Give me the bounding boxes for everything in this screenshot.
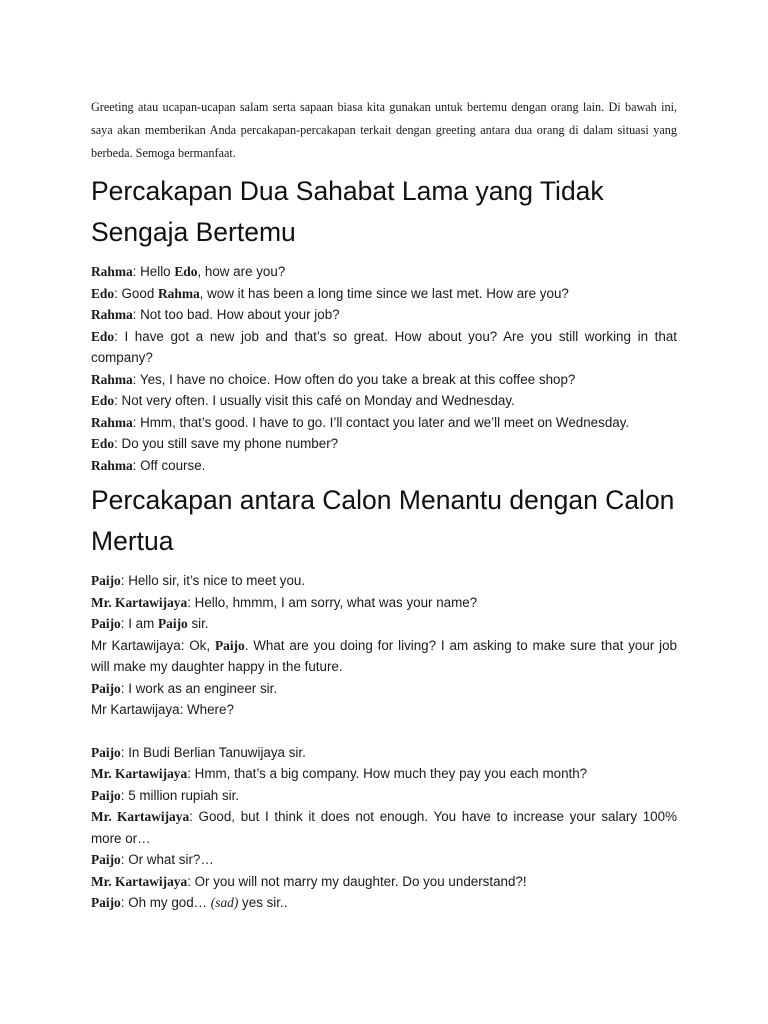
line-text: , how are you? [197,264,286,279]
dialog-line [91,892,677,914]
dialog-line [91,871,677,893]
intro-paragraph: Greeting atau ucapan-ucapan salam serta sapaan biasa kita gunakan untuk bertemu dengan orang lain. Di bawah ini, saya akan memberikan Anda percakapan-percakapan terkait dengan greeting antara dua orang di dalam situasi yang berbeda. Semoga bermanfaat. [91,100,677,160]
line-text: . What are you doing for living? I am asking to make sure that your job will make my daughter happy in the future. [91,637,677,674]
inline-name: Paijo [214,637,245,653]
line-text: : Hmm, that’s good. I have to go. I’ll contact you later and we’ll meet on Wednesday. [132,414,630,430]
dialog-line [91,261,677,283]
dialog-line [91,570,677,592]
line-text: : Hello sir, it’s nice to meet you. [120,573,306,588]
line-text: : I have got a new job and that’s so great. How about you? Are you still working in that company? [91,328,677,365]
dialog-line [91,613,677,635]
line-text: : Oh my god… [120,895,211,910]
document-page [91,96,677,914]
dialog-line [91,433,677,455]
line-text: : Good, but I think it does not enough. You have to increase your salary 100% more or… [91,809,677,846]
dialog [91,570,677,914]
dialog-line [91,390,677,412]
dialog-line [91,699,677,721]
speaker-name: Edo [91,285,115,301]
line-text: : Yes, I have no choice. How often do you take a break at this coffee shop? [132,371,576,387]
dialog-line [91,592,677,614]
line-text: : Hmm, that’s a big company. How much they pay you each month? [187,766,588,781]
speaker-name: Paijo [91,744,121,760]
line-text: : Not very often. I usually visit this café on Monday and Wednesday. [114,393,515,408]
speaker-name: Mr. Kartawijaya [91,766,188,781]
speaker-name: Edo [91,436,115,451]
inline-name: Paijo [157,616,188,631]
speaker-name: Edo [91,393,115,408]
line-text: : Or you will not marry my daughter. Do you understand?! [187,873,527,889]
speaker-name: Mr. Kartawijaya [91,594,188,610]
speaker-name: Paijo [91,573,121,588]
line-text: : Where? [179,702,234,717]
dialog [91,261,677,476]
line-text: : Off course. [132,457,206,473]
speaker-name: Mr. Kartawijaya [91,873,188,889]
dialog-line [91,455,677,477]
dialog-line [91,742,677,764]
dialog-line [91,283,677,305]
dialog-line [91,806,677,849]
line-text: : I am [120,616,158,631]
dialog-line [91,678,677,700]
inline-name: Edo [174,264,198,279]
speaker-name: Paijo [91,787,121,803]
dialog-line [91,412,677,434]
speaker-name: Paijo [91,852,121,867]
speaker-name: Paijo [91,680,121,696]
line-text: : I work as an engineer sir. [120,680,278,696]
section-title: Percakapan antara Calon Menantu dengan Calon Mertua [91,485,675,556]
speaker-name: Rahma [91,307,133,322]
inline-name: Rahma [158,285,200,301]
speaker-name: Mr Kartawijaya [91,637,181,653]
line-text: : 5 million rupiah sir. [120,787,240,803]
line-text: : In Budi Berlian Tanuwijaya sir. [120,744,306,760]
line-text: : Hello, hmmm, I am sorry, what was your name? [187,594,478,610]
speaker-name: Edo [91,328,115,344]
speaker-name: Mr. Kartawijaya [91,809,190,824]
line-text: yes sir.. [238,895,288,910]
dialog-line [91,304,677,326]
dialog-line [91,369,677,391]
speaker-name: Mr Kartawijaya [91,702,180,717]
line-text: : Hello [132,264,175,279]
line-text: : Good [114,285,158,301]
dialog-line [91,849,677,871]
dialog-line [91,763,677,785]
section-title: Percakapan Dua Sahabat Lama yang Tidak Sengaja Bertemu [91,176,604,247]
dialog-line [91,326,677,369]
line-text: , wow it has been a long time since we last met. How are you? [199,285,569,301]
stage-direction: (sad) [210,895,239,910]
line-text: : Do you still save my phone number? [114,436,339,451]
line-text: : Ok, [180,637,215,653]
line-text: sir. [187,616,209,631]
line-text: : Not too bad. How about your job? [132,307,340,322]
section-old-friends [91,171,677,476]
speaker-name: Rahma [91,457,133,473]
line-text: : Or what sir?… [120,852,214,867]
speaker-name: Paijo [91,895,121,910]
speaker-name: Paijo [91,616,121,631]
speaker-name: Rahma [91,264,133,279]
dialog-line [91,785,677,807]
speaker-name: Rahma [91,371,133,387]
speaker-name: Rahma [91,414,133,430]
section-future-in-laws [91,480,677,914]
dialog-line [91,635,677,678]
